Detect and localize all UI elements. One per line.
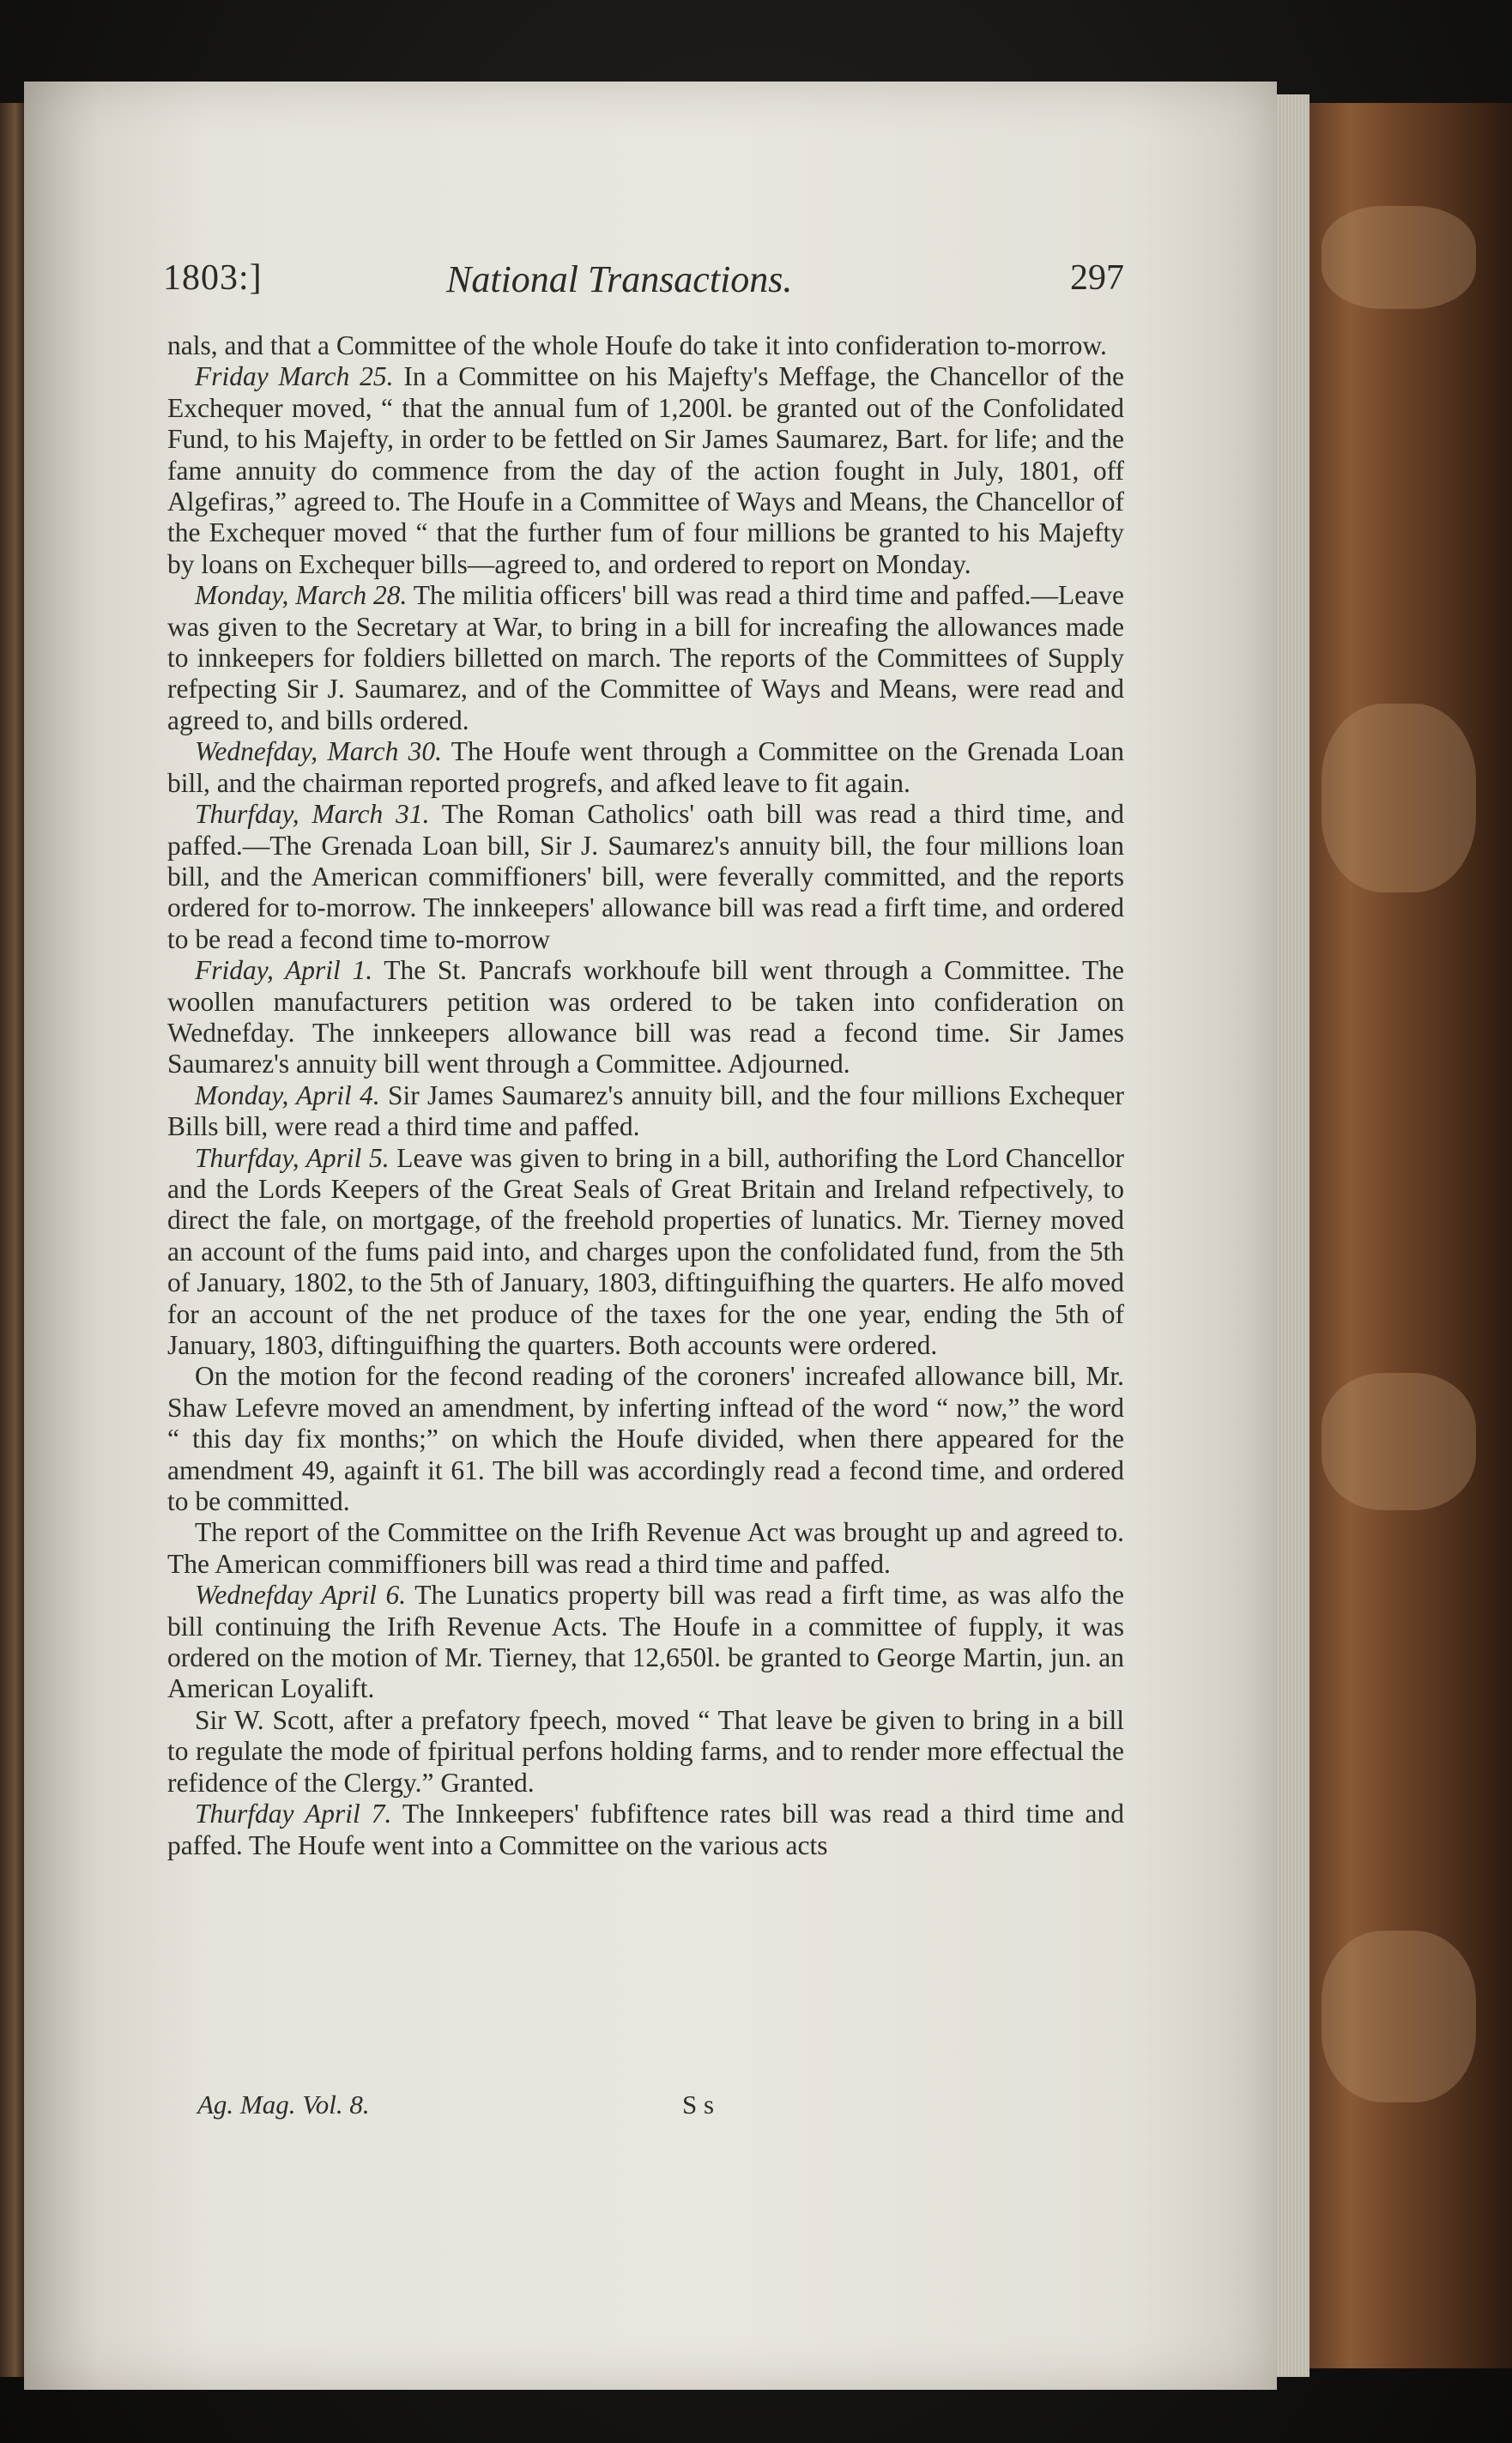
entry-date: Friday March 25. — [195, 361, 394, 392]
entry-date: Friday, April 1. — [195, 955, 373, 986]
paragraph-text: The militia officers' bill was read a third time and paffed.—Leave was given to the Secretary at War, to bring in a bill for increafing the allowances made to innkeepers for foldiers billetted on march. The reports of the Committees of Supply refpecting Sir J. Saumarez, and of the Committee of Ways and Means, were read and agreed to, and bills ordered. — [167, 580, 1124, 735]
cover-wear-mark — [1321, 1931, 1476, 2102]
paragraph-text: The report of the Committee on the Irifh Revenue Act was brought up and agreed to. The American commiffioners bill was read a third time and paffed. — [167, 1517, 1124, 1579]
paragraph-text: The Houfe went through a Committee on the Grenada Loan bill, and the chairman reported progrefs, and afked leave to fit again. — [167, 736, 1125, 798]
paragraph-text: In a Committee on his Majefty's Meffage, the Chancellor of the Exchequer moved, “ that the annual fum of 1,200l. be granted out of the Confolidated Fund, to his Majefty, in order to be fettled on Sir James Saumarez, Bart. for life; and the fame annuity do commence from the day of the action fought in July, 1801, off Algefiras,” agreed to. The Houfe in a Committee of Ways and Means, the Chancellor of the Exchequer moved “ that the further fum of four millions be granted to his Majefty by loans on Exchequer bills—agreed to, and ordered to report on Monday. — [167, 361, 1124, 579]
entry-date: Thurfday, March 31. — [195, 799, 430, 830]
entry-date: Thurfday, April 5. — [195, 1142, 390, 1173]
paragraph-text: The Lunatics property bill was read a firft time, as was alfo the bill continuing the Irifh Revenue Acts. The Houfe in a committee of fupply, it was ordered on the motion of Mr. Tierney, that 12,650l. be granted to George Martin, jun. an American Loyalift. — [167, 1580, 1124, 1704]
paragraph — [167, 1517, 1124, 1580]
paragraph — [167, 1580, 1124, 1705]
paragraph-text: The Innkeepers' fubfiftence rates bill was read a third time and paffed. The Houfe went into a Committee on the various acts — [167, 1799, 1124, 1860]
facing-page-edge — [0, 103, 26, 2377]
page-edges — [1275, 94, 1309, 2377]
cover-wear-mark — [1321, 1373, 1476, 1510]
paragraph — [167, 736, 1124, 799]
paragraph-text: Leave was given to bring in a bill, authorifing the Lord Chancellor and the Lords Keepers of the Great Seals of Great Britain and Ireland refpectively, to direct the fale, on mortgage, of the freehold properties of lunatics. Mr. Tierney moved an account of the fums paid into, and charges upon the confolidated fund, from the 5th of January, 1802, to the 5th of January, 1803, diftinguifhing the quarters. He alfo moved for an account of the net produce of the taxes for the one year, ending the 5th of January, 1803, diftinguifhing the quarters. Both accounts were ordered. — [167, 1142, 1124, 1360]
entry-date: Monday, April 4. — [195, 1079, 380, 1110]
entry-date: Monday, March 28. — [195, 580, 408, 611]
footer-catchword: Ag. Mag. Vol. 8. — [197, 2089, 370, 2119]
header-title: National Transactions. — [446, 258, 793, 300]
paragraph — [167, 1705, 1124, 1799]
paragraph-text: Sir James Saumarez's annuity bill, and the four millions Exchequer Bills bill, were read a third time and paffed. — [167, 1079, 1124, 1142]
entry-date: Thurfday April 7. — [195, 1799, 392, 1829]
cover-wear-mark — [1321, 704, 1476, 892]
paragraph — [167, 1080, 1124, 1143]
entry-date: Wednefday, March 30. — [195, 736, 443, 767]
signature-mark: S s — [682, 2089, 715, 2119]
paragraph-text: nals, and that a Committee of the whole Houfe do take it into confideration to-morrow. — [167, 330, 1107, 360]
paragraph-text: On the motion for the fecond reading of the coroners' increafed allowance bill, Mr. Shaw Lefevre moved an amendment, by inferting inftead of the word “ now,” the word “ this day fix months;” on which the Houfe divided, when there appeared for the amendment 49, againft it 61. The bill was accordingly read a fecond time, and ordered to be committed. — [167, 1361, 1124, 1517]
paragraph — [167, 799, 1124, 955]
paragraph-text: The Roman Catholics' oath bill was read a third time, and paffed.—The Grenada Loan bill, Sir J. Saumarez's annuity bill, the four millions loan bill, and the American commiffioners' bill, were feverally committed, and the reports ordered for to-morrow. The innkeepers' allowance bill was read a firft time, and ordered to be read a fecond time to-morrow — [167, 799, 1124, 954]
paragraph — [167, 1799, 1124, 1861]
page-number: 297 — [1070, 258, 1124, 298]
entry-date: Wednefday April 6. — [195, 1580, 407, 1611]
paragraph — [167, 580, 1124, 736]
paragraph — [167, 330, 1124, 361]
running-header — [163, 257, 1124, 309]
paragraph-text: Sir W. Scott, after a prefatory fpeech, moved “ That leave be given to bring in a bill to regulate the mode of fpiritual perfons holding farms, and to render more effectual the refidence of the Clergy.” Granted. — [167, 1704, 1124, 1798]
page-footer — [197, 2089, 729, 2124]
cover-wear-mark — [1321, 206, 1476, 309]
page-body — [167, 330, 1124, 1861]
paragraph — [167, 361, 1124, 580]
header-year: 1803:] — [163, 258, 263, 298]
paragraph — [167, 1361, 1124, 1517]
paragraph — [167, 955, 1124, 1080]
paragraph — [167, 1143, 1124, 1362]
paragraph-text: The St. Pancrafs workhoufe bill went through a Committee. The woollen manufacturers petition was ordered to be taken into confideration on Wednefday. The innkeepers allowance bill was read a fecond time. Sir James Saumarez's annuity bill went through a Committee. Adjourned. — [167, 955, 1124, 1079]
